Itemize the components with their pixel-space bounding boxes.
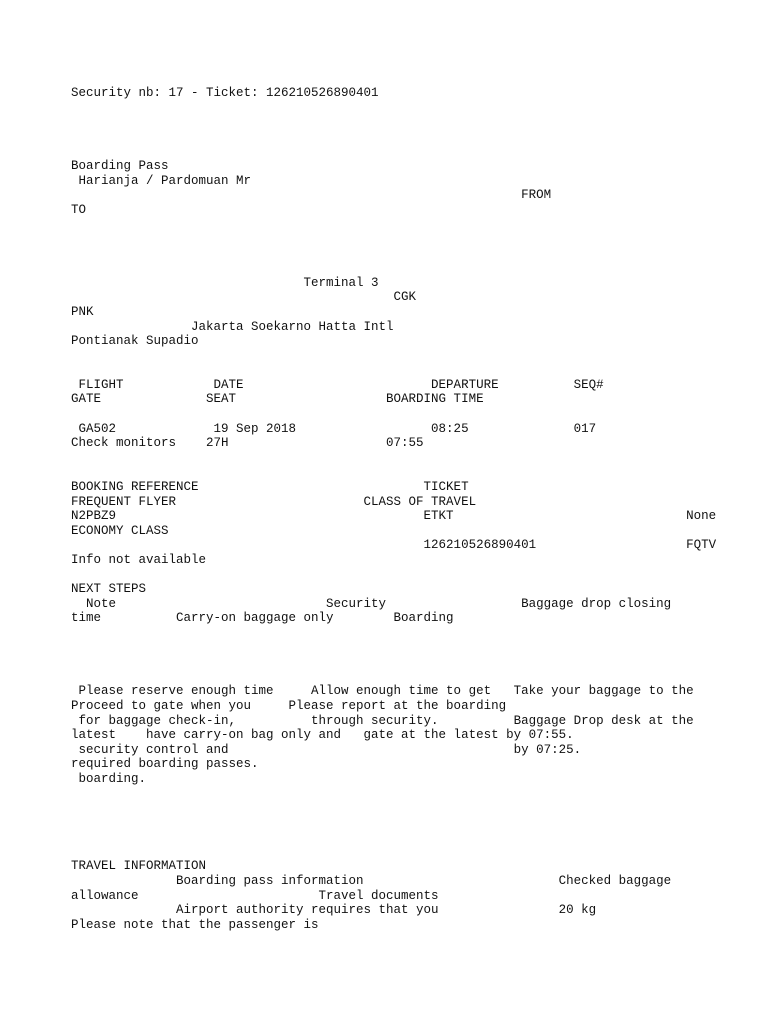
text-line [71,655,716,670]
text-line [71,363,716,378]
text-line: PNK [71,304,94,319]
boarding-pass-text [71,86,716,932]
text-line: FLIGHT DATE DEPARTURE SEQ# [71,377,604,392]
text-line: security control and by 07:25. [71,742,582,757]
text-line: Please reserve enough time Allow enough time to get Take your baggage to the [71,684,694,699]
text-line [71,115,716,130]
text-line: Proceed to gate when you Please report at the boarding [71,698,507,713]
text-line: Terminal 3 [71,275,379,290]
text-line [71,845,716,860]
text-line [71,568,716,583]
text-line: Pontianak Supadio [71,334,199,349]
text-line: ECONOMY CLASS [71,523,169,538]
text-line: 126210526890401 FQTV [71,538,717,553]
text-line [71,626,716,641]
text-line: BOOKING REFERENCE TICKET [71,480,469,495]
text-line: TRAVEL INFORMATION [71,859,207,874]
text-line: for baggage check-in, through security. Baggage Drop desk at the [71,713,694,728]
text-line: Boarding pass information Checked baggage [71,874,672,889]
text-line [71,787,716,802]
text-line: Please note that the passenger is [71,917,319,932]
text-line: time Carry-on baggage only Boarding [71,611,454,626]
text-line [71,130,716,145]
text-line [71,101,716,116]
text-line: NEXT STEPS [71,582,147,597]
text-line: Harianja / Pardomuan Mr [71,173,252,188]
text-line: Info not available [71,553,207,567]
text-line [71,247,716,262]
text-line [71,801,716,816]
text-line: Airport authority requires that you 20 kg [71,903,597,918]
text-line: Note Security Baggage drop closing [71,596,672,611]
text-line [71,465,716,480]
text-line: N2PBZ9 ETKT None [71,509,717,524]
text-line: allowance Travel documents [71,888,439,903]
text-line [71,670,716,685]
text-line: CGK [71,290,417,305]
text-line [71,830,716,845]
text-line [71,217,716,232]
text-line [71,816,716,831]
text-line [71,451,716,466]
text-line: Boarding Pass [71,158,169,173]
text-line: GATE SEAT BOARDING TIME [71,392,484,407]
text-line [71,349,716,364]
text-line: Security nb: 17 - Ticket: 126210526890401 [71,86,379,100]
text-line: Jakarta Soekarno Hatta Intl [71,319,394,334]
text-line: required boarding passes. [71,757,259,772]
text-line [71,407,716,422]
text-line [71,261,716,276]
text-line: FROM [71,188,552,203]
text-line: FREQUENT FLYER CLASS OF TRAVEL [71,494,477,509]
text-line: boarding. [71,771,147,786]
text-line [71,641,716,656]
text-line [71,232,716,247]
text-line: latest have carry-on bag only and gate at the latest by 07:55. [71,728,574,743]
text-line: Check monitors 27H 07:55 [71,436,424,451]
text-line [71,144,716,159]
text-line: TO [71,202,87,217]
text-line: GA502 19 Sep 2018 08:25 017 [71,421,597,436]
